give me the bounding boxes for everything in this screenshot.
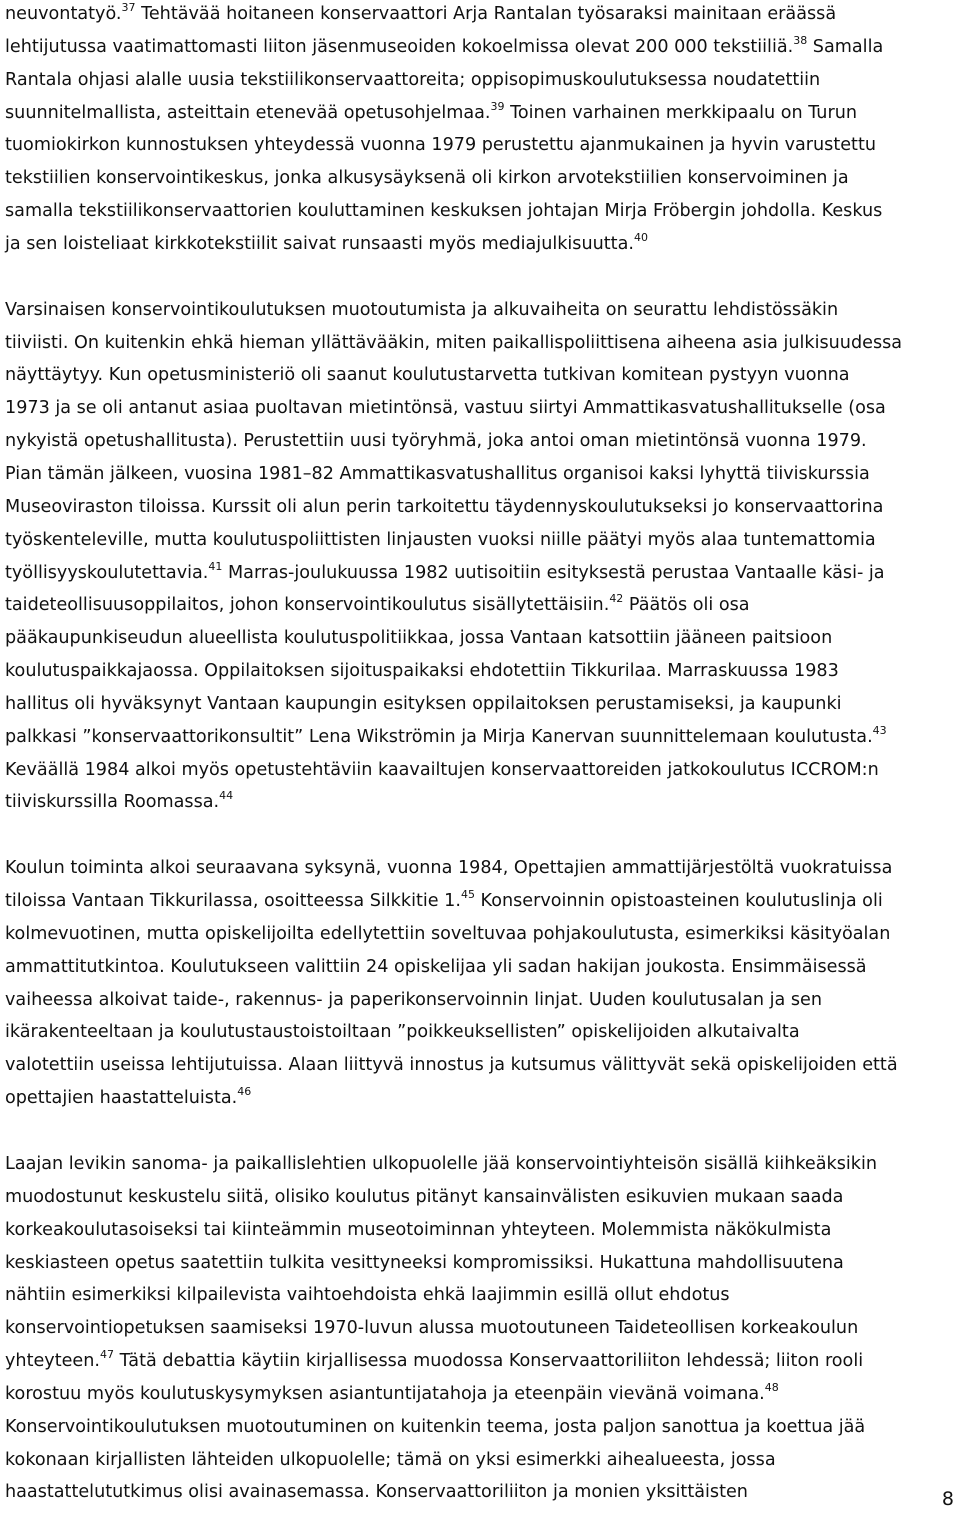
paragraph	[5, 1148, 955, 1509]
text-run: hallitus oli hyväksynyt Vantaan kaupungin esityksen oppilaitoksen perustamiseksi, ja kaupunki	[5, 693, 842, 714]
text-line	[5, 97, 955, 130]
text-line	[5, 589, 955, 622]
text-run: Laajan levikin sanoma- ja paikallislehtien ulkopuolelle jää konservointiyhteisön sisällä kiihkeäksikin	[5, 1154, 877, 1174]
document-body	[5, 0, 955, 1509]
text-line	[5, 294, 955, 327]
text-line	[5, 228, 955, 261]
text-line	[5, 1016, 955, 1049]
text-run: tuomiokirkon kunnostuksen yhteydessä vuonna 1979 perustettu ajanmukainen ja hyvin varustettu	[5, 135, 876, 156]
text-line	[5, 951, 955, 984]
footnote-reference[interactable]: 38	[793, 33, 808, 47]
text-run: Koulun toiminta alkoi seuraavana syksynä, vuonna 1984, Opettajien ammattijärjestöltä vuokratuissa	[5, 858, 893, 879]
paragraph	[5, 852, 955, 1115]
text-run: Pian tämän jälkeen, vuosina 1981–82 Ammattikasvatushallitus organisoi kaksi lyhyttä tiiviskurssia	[5, 463, 870, 484]
text-run: Museoviraston tiloissa. Kurssit oli alun perin tarkoitettu täydennyskoulutukseksi jo konservaattorina	[5, 496, 884, 517]
text-run: tiiviskurssilla Roomassa.	[5, 792, 220, 813]
text-run: Konservointikoulutuksen muotoutuminen on kuitenkin teema, josta paljon sanottua ja koettua jää	[5, 1416, 866, 1437]
text-run: Päätös oli osa	[623, 595, 750, 616]
text-line	[5, 1476, 955, 1509]
document-page	[5, 0, 955, 1509]
text-line	[5, 327, 955, 360]
text-run: taideteollisuusoppilaitos, johon konservointikoulutus sisällytettäisiin.	[5, 595, 610, 616]
footnote-reference[interactable]: 42	[609, 592, 624, 606]
text-run: lehtijutussa vaatimattomasti liiton jäsenmuseoiden kokoelmissa olevat 200 000 tekstiiliä.	[5, 36, 794, 57]
text-run: yhteyteen.	[5, 1351, 100, 1372]
text-line	[5, 392, 955, 425]
text-line	[5, 852, 955, 885]
footnote-reference[interactable]: 45	[460, 888, 475, 902]
text-run: ja sen loisteliaat kirkkotekstiilit saivat runsaasti myös mediajulkisuutta.	[5, 233, 634, 254]
text-run: nähtiin esimerkiksi kilpailevista vaihtoehdoista ehkä laajimmin esillä ollut ehdotus	[5, 1285, 730, 1306]
text-line	[5, 195, 955, 228]
text-run: keskiasteen opetus saatettiin tulkita vesittyneeksi kompromissiksi. Hukattuna mahdollisuutena	[5, 1252, 844, 1273]
text-line	[5, 721, 955, 754]
text-line	[5, 129, 955, 162]
text-line	[5, 622, 955, 655]
text-line	[5, 359, 955, 392]
text-run: ikärakenteeltaan ja koulutustaustoistoiltaan ”poikkeuksellisten” opiskelijoiden alkutaivalta	[5, 1022, 800, 1043]
text-run: haastattelututkimus olisi avainasemassa. Konservaattoriliiton ja monien yksittäisten	[5, 1482, 748, 1503]
text-line	[5, 1444, 955, 1477]
text-run: muodostunut keskustelu siitä, olisiko koulutus pitänyt kansainvälisten esikuvien mukaan saada	[5, 1186, 844, 1207]
footnote-reference[interactable]: 46	[237, 1085, 252, 1099]
text-run: Konservoinnin opistoasteinen koulutuslinja oli	[474, 891, 883, 912]
text-run: valotettiin useissa lehtijutuissa. Alaan liittyvä innostus ja kutsumus välittyvät sekä opiskelijoiden että	[5, 1055, 898, 1076]
text-line	[5, 918, 955, 951]
text-line	[5, 1214, 955, 1247]
text-run: nykyistä opetushallitusta). Perustettiin uusi työryhmä, joka antoi oman mietintönsä vuonna 1979.	[5, 431, 867, 452]
text-run: työskenteleville, mutta koulutuspoliittisten linjausten vuoksi niille päätyi myös alaa tuntemattomia	[5, 529, 876, 550]
text-line	[5, 754, 955, 787]
text-line	[5, 64, 955, 97]
text-line	[5, 1049, 955, 1082]
paragraph	[5, 294, 955, 820]
text-line	[5, 1378, 955, 1411]
footnote-reference[interactable]: 40	[633, 230, 648, 244]
text-run: Rantala ohjasi alalle uusia tekstiilikonservaattoreita; oppisopimuskoulutuksessa noudatettiin	[5, 69, 821, 90]
text-line	[5, 1181, 955, 1214]
footnote-reference[interactable]: 37	[121, 1, 136, 14]
footnote-reference[interactable]: 47	[100, 1348, 114, 1362]
text-run: korkeakoulutasoiseksi tai kiinteämmin museotoiminnan yhteyteen. Molemmista näkökulmista	[5, 1219, 832, 1240]
paragraph-gap	[5, 1115, 955, 1148]
footnote-reference[interactable]: 44	[219, 789, 234, 803]
text-line	[5, 984, 955, 1017]
text-run: palkkasi ”konservaattorikonsultit” Lena Wikströmin ja Mirja Kanervan suunnittelemaan koulutusta.	[5, 726, 873, 747]
text-run: kolmevuotinen, mutta opiskelijoilta edellytettiin soveltuvaa pohjakoulutusta, esimerkiksi käsityöalan	[5, 923, 891, 944]
text-run: konservointiopetuksen saamiseksi 1970-luvun alussa muotoutuneen Taideteollisen korkeakoulun	[5, 1318, 859, 1339]
text-run: koulutuspaikkajaossa. Oppilaitoksen sijoituspaikaksi ehdotettiin Tikkurilaa. Marraskuussa 1983	[5, 661, 839, 682]
text-run: 1973 ja se oli antanut asiaa puoltavan mietintönsä, vastuu siirtyi Ammattikasvatushallitukselle (osa	[5, 398, 886, 419]
text-run: Varsinaisen konservointikoulutuksen muotoutumista ja alkuvaiheita on seurattu lehdistössäkin	[5, 299, 839, 320]
text-run: tiloissa Vantaan Tikkurilassa, osoitteessa Silkkitie 1.	[5, 891, 461, 912]
text-line	[5, 524, 955, 557]
text-run: Keväällä 1984 alkoi myös opetustehtäviin kaavailtujen konservaattoreiden jatkokoulutus ICCROM:n	[5, 759, 879, 780]
text-line	[5, 885, 955, 918]
text-line	[5, 491, 955, 524]
footnote-reference[interactable]: 43	[872, 723, 887, 737]
text-run: samalla tekstiilikonservaattorien kouluttaminen keskuksen johtajan Mirja Fröbergin johdolla. Keskus	[5, 201, 883, 222]
paragraph-gap	[5, 819, 955, 852]
text-line	[5, 557, 955, 590]
text-run: korostuu myös koulutuskysymyksen asiantuntijatahoja ja eteenpäin vievänä voimana.	[5, 1383, 765, 1404]
text-run: tiiviisti. On kuitenkin ehkä hieman yllättävääkin, miten paikallispoliittisena aiheena asia julkisuudessa	[5, 332, 903, 353]
text-line	[5, 1411, 955, 1444]
text-run: suunnitelmallista, asteittain etenevää opetusohjelmaa.	[5, 102, 491, 123]
text-line	[5, 425, 955, 458]
text-line	[5, 1279, 955, 1312]
text-line	[5, 786, 955, 819]
text-run: Samalla	[807, 36, 884, 57]
text-run: työllisyyskoulutettavia.	[5, 562, 209, 583]
text-line	[5, 162, 955, 195]
page-number: 8	[941, 1488, 954, 1510]
text-line	[5, 0, 955, 31]
text-run: kokonaan kirjallisten lähteiden ulkopuolelle; tämä on yksi esimerkki aihealueesta, jossa	[5, 1449, 776, 1470]
paragraph-gap	[5, 261, 955, 294]
text-line	[5, 688, 955, 721]
text-line	[5, 1148, 955, 1181]
text-run: vaiheessa alkoivat taide-, rakennus- ja paperikonservoinnin linjat. Uuden koulutusalan ja sen	[5, 989, 823, 1010]
text-run: neuvontatyö.	[5, 4, 122, 24]
text-run: Tehtävää hoitaneen konservaattori Arja Rantalan työsaraksi mainitaan eräässä	[135, 4, 837, 24]
text-line	[5, 1312, 955, 1345]
text-line	[5, 655, 955, 688]
text-line	[5, 1247, 955, 1280]
footnote-reference[interactable]: 41	[208, 559, 223, 573]
paragraph	[5, 0, 955, 261]
text-run: Tätä debattia käytiin kirjallisessa muodossa Konservaattoriliiton lehdessä; liiton rooli	[114, 1351, 864, 1372]
text-line	[5, 1082, 955, 1115]
text-run: ammattitutkintoa. Koulutukseen valittiin 24 opiskelijaa yli sadan hakijan joukosta. Ensimmäisessä	[5, 956, 867, 977]
text-line	[5, 458, 955, 491]
footnote-reference[interactable]: 48	[764, 1380, 779, 1394]
text-run: tekstiilien konservointikeskus, jonka alkusysäyksenä oli kirkon arvotekstiilien konservoiminen ja	[5, 168, 849, 189]
text-run: Toinen varhainen merkkipaalu on Turun	[504, 102, 857, 123]
text-run: opettajien haastatteluista.	[5, 1088, 238, 1109]
text-line	[5, 31, 955, 64]
footnote-reference[interactable]: 39	[490, 99, 505, 113]
text-line	[5, 1345, 955, 1378]
text-run: pääkaupunkiseudun alueellista koulutuspolitiikkaa, jossa Vantaan katsottiin jääneen paitsioon	[5, 628, 833, 649]
text-run: Marras-joulukuussa 1982 uutisoitiin esityksestä perustaa Vantaalle käsi- ja	[222, 562, 885, 583]
text-run: näyttäytyy. Kun opetusministeriö oli saanut koulutustarvetta tutkivan komitean pystyyn vuonna	[5, 365, 850, 386]
